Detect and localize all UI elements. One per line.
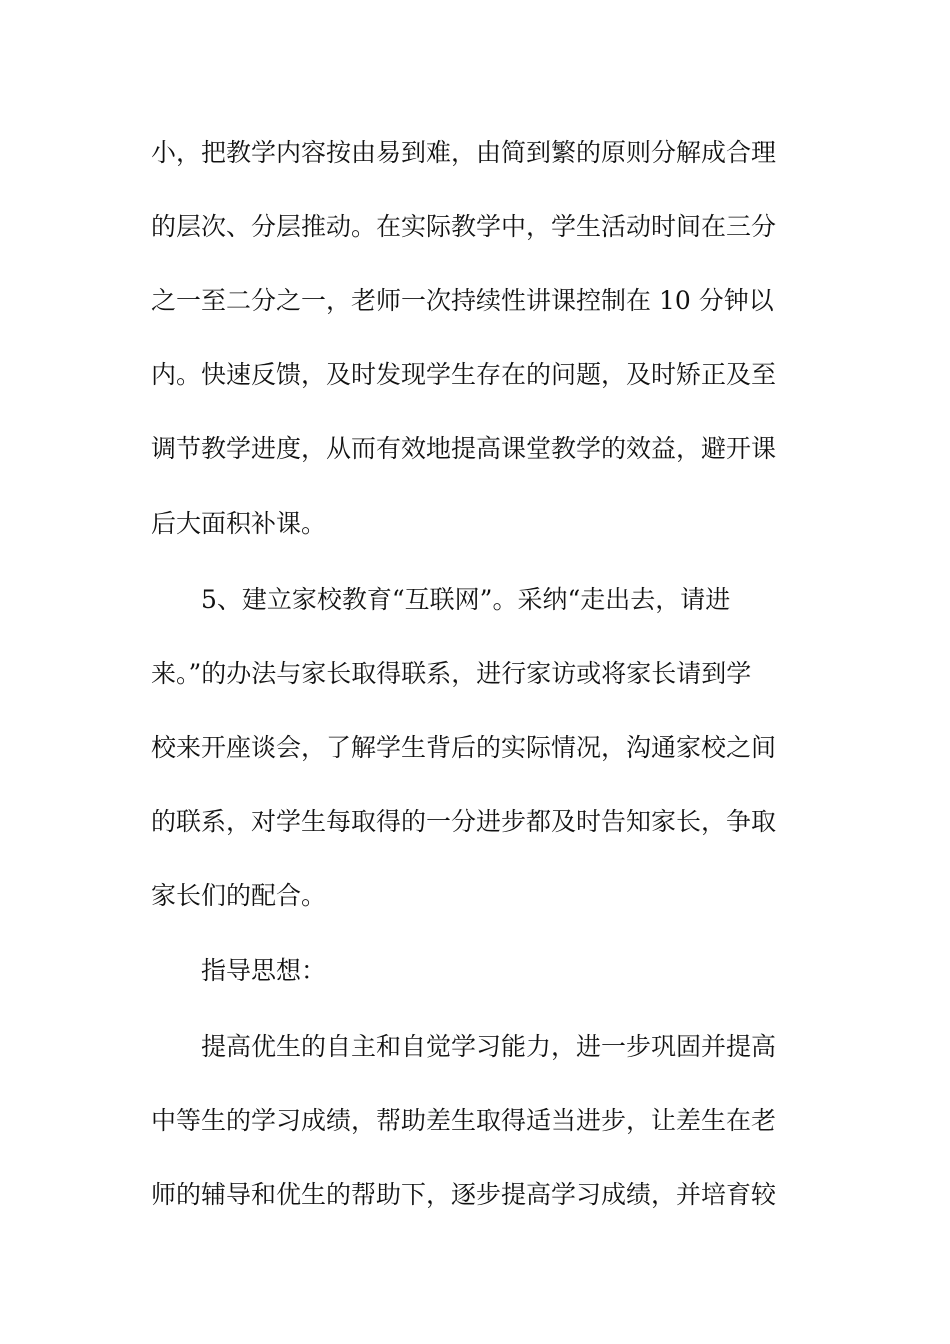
text-line-6: 后大面积补课。 — [151, 509, 327, 538]
text-line-15: 师的辅导和优生的帮助下，逐步提高学习成绩，并培育较 — [151, 1180, 777, 1209]
text-line-10: 的联系，对学生每取得的一分进步都及时告知家长，争取 — [151, 807, 777, 836]
text-line-9: 校来开座谈会，了解学生背后的实际情况，沟通家校之间 — [151, 733, 777, 762]
text-line-4: 内。快速反馈，及时发现学生存在的问题，及时矫正及至 — [151, 360, 777, 389]
section-heading-guiding-thought: 指导思想： — [201, 956, 327, 985]
text-line-3: 之一至二分之一，老师一次持续性讲课控制在 10 分钟以 — [151, 286, 774, 315]
text-line-8: 来。”的办法与家长取得联系，进行家访或将家长请到学 — [151, 659, 752, 688]
paragraph-5-heading-line: 5、建立家校教育“互联网”。采纳“走出去，请进 — [201, 585, 731, 614]
text-line-2: 的层次、分层推动。在实际教学中，学生活动时间在三分 — [151, 212, 777, 241]
text-line-11: 家长们的配合。 — [151, 881, 327, 910]
text-line-13: 提高优生的自主和自觉学习能力，进一步巩固并提高 — [201, 1032, 777, 1061]
text-line-5: 调节教学进度，从而有效地提高课堂教学的效益，避开课 — [151, 434, 777, 463]
text-line-1: 小，把教学内容按由易到难，由简到繁的原则分解成合理 — [151, 138, 777, 167]
text-line-14: 中等生的学习成绩，帮助差生取得适当进步，让差生在老 — [151, 1106, 777, 1135]
